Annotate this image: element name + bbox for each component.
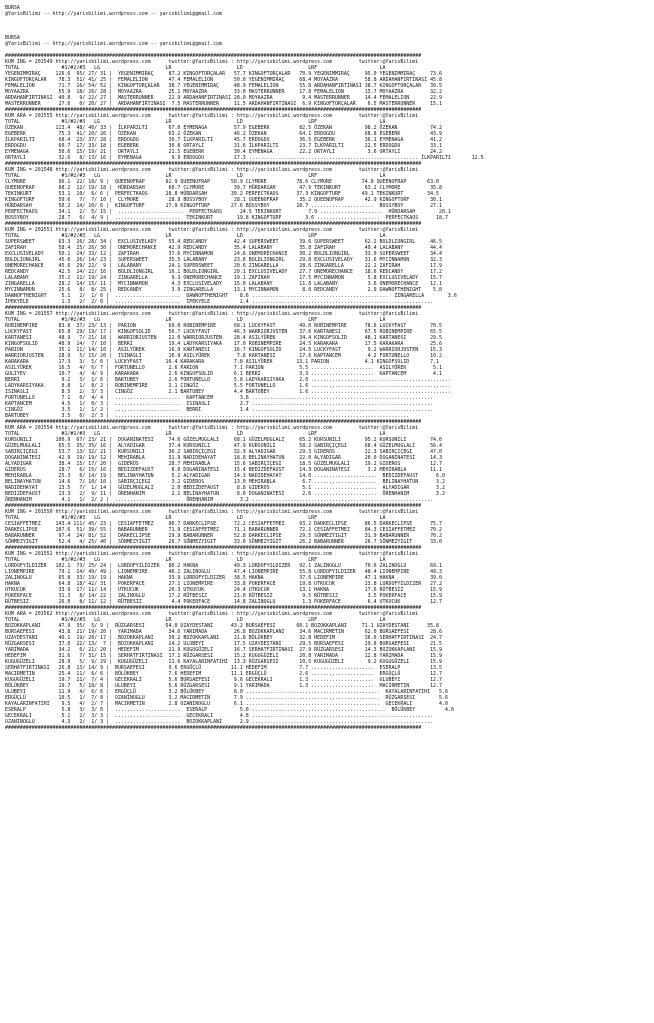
horse-row: ZINGARELLA 28.2 14/ 15/ 11 | MYCINNAMON 4.3 EXCLUSIVELADY 15.0 LALABANY 11.8 LALABANY 3.6 ONEMORECHANCE 12.1 xyxy=(5,281,442,287)
horse-row: RÜZGARSESI 37.0 22/ 13/ 7 | BOZOKKAPLANI 24.2 ULUBEYI 17.5 UZAYDESTANI 29.5 BURSAEFESI 29.8 BURSAEFESI 21.5 xyxy=(5,641,442,647)
column-header-line: TOTAL #1/#2/#3 LG LR LD LRF LA xyxy=(5,233,386,239)
race-title-line: KUM ING = 201549 http://yarisbilimi.wordpress.com twitter:@YarisBilimi : http://yarisbilimi.wordpress.com twitter:@YarisBilimi xyxy=(5,59,419,65)
horse-row: BURSAEFESI 43.8 21/ 19/ 20 | YARIMADA 34.6 YARIMADA 26.8 BOZOKKAPLANI 34.6 MACIRMETIN 62.0 BURSAEFESI 28.6 xyxy=(5,629,442,635)
horse-row: LORDOFYILDIZER 102.1 73/ 25/ 24 | LORDOFYILDIZER 80.2 HAKNA 49.3 LORDOFYILDIZER 92.1 ZALINOGLU 70.6 ZALINOGLU 69.1 xyxy=(5,563,442,569)
column-header-line: TOTAL #1/#2/#3 LG LR LD LRF LA xyxy=(5,65,386,71)
horse-row: SERHATFIRTINASI 26.8 13/ 14/ 9 | BURSAEFESI 9.6 ERGÜÇLÜ 11.1 HEDEFIM 7.7 ..................... ESERALP 13.5 xyxy=(5,665,442,671)
race-title-line: KUM ING = 201557 http://yarisbilimi.wordpress.com twitter:@YarisBilimi : http://yarisbilimi.wordpress.com twitter:@YarisBilimi xyxy=(5,311,419,317)
race-title-line: KUM ARA = 201562 http://yarisbilimi.wordpress.com twitter:@YarisBilimi : http://yarisbilimi.wordpress.com twitter:@YarisBilimi xyxy=(5,611,419,617)
horse-row: CINGÖZ 3.5 1/ 1/ 2 | ...................... BERRI 1.4 ............................................................. xyxy=(5,407,434,413)
horse-row: ZALINOGLU 65.8 33/ 19/ 19 | HAKNA 33.9 LORDOFYILDIZER 38.5 HAKNA 37.6 LIONEMPIRE 47.1 HAKNA 39.0 xyxy=(5,575,442,581)
horse-row: EYMENAGA 50.6 15/ 19/ 21 | ORTAYLI 21.5 EGEBERK 30.4 EYMENAGA 22.2 ORTAYLI 3.6 ORTAYLI 24.2 xyxy=(5,149,442,155)
horse-row: MASTERRUNNER 27.6 0/ 20/ 27 | ARDAHANFIRTINASI 7.5 MASTERRUNNER 11.5 ARDAHANFIRTINASI 6.9 KINGOFTORÇALAR 6.5 MASTERRUNNER 15.1 xyxy=(5,101,442,107)
horse-row: BOZOKKAPLANI 47.9 35/ 5/ 9 | RÜZGARSESI 54.0 UZAYDESTANI 43.2 BURSAEFESI 60.1 BOZOKKAPLANI 71.1 UZAYDESTANI 35.8 xyxy=(5,623,440,629)
header-line: @YarisBilimi -- http://yarisbilimi.wordpress.com -- yarisbilimi@gmail.com xyxy=(5,11,223,17)
horse-row: CESIAFFETMEZ 143.4 111/ 45/ 23 | CESIAFFETMEZ 90.7 DARKECLIPSE 72.2 CESIAFFETMEZ 93.2 DARKECLIPSE 86.5 DARKECLIPSE 75.7 xyxy=(5,521,442,527)
section-separator: ############################################################################################################################################ xyxy=(5,419,422,425)
horse-row: ISINASLI 8.5 2/ 3/ 3 | CINGÖZ 2.1 BARTUBEY 4.4 BARTUBEY 1.6 ............................................... xyxy=(5,389,451,395)
horse-row: KINGOFTORÇALAR 78.3 51/ 41/ 25 | FEMALELION 47.4 FEMALELION 50.0 YEGENIMMIRAÇ 68.4 MOYAAZRA 58.8 ARDAHANFIRTINASI 45.8 xyxy=(5,77,442,83)
header-line: @YarisBilimi -- http://yarisbilimi.wordpress.com -- yarisbilimi@gmail.com xyxy=(5,41,223,47)
horse-row: SUPERSWEET 63.3 26/ 28/ 34 | EXCLUSIVELADY 55.4 REDCANDY 42.4 SUPERSWEET 39.6 SUPERSWEET 62.2 BOLDLIONGIRL 46.5 xyxy=(5,239,442,245)
section-separator: ############################################################################################################################################ xyxy=(5,725,422,731)
horse-row: MEHIRABLA 25.3 6/ 14/ 19 | BELINAYHATUN 5.2 ALYADIGAR 14.3 NADIDEHAYAT 14.0 ..................... BEDIZDEFAUST 6.0 xyxy=(5,473,445,479)
column-header-line: TOTAL #1/#2/#3 LG LR LD LRF LA xyxy=(5,515,386,521)
horse-row: KINGOFTURF 50.6 7/ 7/ 10 | CLYMORE 28.9 BOSSYBOY 28.1 QUEENOFRAP 35.2 QUEENOFRAP 42.9 KINGOFTURF 30.1 xyxy=(5,197,442,203)
horse-row: HÜRDARSAH 50.2 14/ 10/ 6 | KINGOFTURF 17.9 KINGOFTURF 27.6 BOSSYBOY 18.7 ..................... BOSSYBOY 27.1 xyxy=(5,203,442,209)
horse-row: EGEBERK 75.3 41/ 20/ 26 | ÖZEKAN 63.2 ÖZEKAN 46.2 ÖZEKAN 64.1 ERDOGDU 68.8 EGEBERK 43.9 xyxy=(5,131,442,137)
horse-row: BOLDLIONGIRL 45.6 26/ 14/ 23 | SUPERSWEET 35.5 LALABANY 23.8 BOLDLIONGIRL 29.8 EXCLUSIVELADY 31.6 MYCINNAMON 32.3 xyxy=(5,257,442,263)
horse-row: BEDIZDEFAUST 13.3 2/ 9/ 11 | ÖRENHANIM 2.1 BELINAYHATUN 8.0 DOGANINATESI 2.6 ..................... ÖRENHANIM 3.2 xyxy=(5,491,445,497)
horse-row: WARRIORJUSTEN 28.9 5/ 15/ 20 | ISINASLI 16.9 ASILYÜREK 7.8 KARTANESI 17.6 KAPTANCEM 4.2 FORTUNELLO 10.2 xyxy=(5,353,442,359)
horse-row: UZAYDESTANI 40.1 19/ 20/ 17 | BOZOKKAPLANI 30.2 BOZOKKAPLANI 21.8 BÖLÜKBEY 32.8 HEDEFIM 36.6 SERHATFIRTINASI 24.7 xyxy=(5,635,442,641)
race-title-line: KUM ING = 201548 http://yarisbilimi.wordpress.com twitter:@YarisBilimi : http://yarisbilimi.wordpress.com twitter:@YarisBilimi xyxy=(5,167,419,173)
column-header-line: TOTAL #1/#2/#3 LG LR LD LRF LA xyxy=(5,119,386,125)
horse-row: ORTAYLI 32.6 8/ 13/ 16 | EYMENAGA 9.9 ERDOGDU 17.3 ......................................................... İLKPARILTI 12.5 xyxy=(5,155,484,161)
horse-row: RÜTBESIZ 26.0 8/ 11/ 12 | RÜTBESIZ 4.4 POKERFACE 14.8 ZALINOGLU 1.3 POKERFACE 6.4 UTKUCUK 12.7 xyxy=(5,599,442,605)
horse-row: BARTUBEY 3.5 0/ 2/ 3 | ................................................................................................... xyxy=(5,413,410,419)
horse-row: LIONEMPIRE 79.1 14/ 49/ 49 | LIONEMPIRE 46.1 ZALINOGLU 47.4 LIONEMPIRE 55.8 LORDOFYILDIZER 48.4 LIONEMPIRE 49.3 xyxy=(5,569,442,575)
horse-row: LADYKARSIYAKA 8.8 1/ 8/ 2 | ROBINEMPIRE 2.1 CINGÖZ 5.5 FORTUNELLO 1.6 ............................................... xyxy=(5,383,451,389)
horse-row: KAYALARINFATIHI 9.5 4/ 2/ 7 | MACIRMETIN 2.8 OZANINOGLU 6.1 ............................................. GECEKRALI 4.0 xyxy=(5,701,448,707)
horse-row: ROBINEMPIRE 83.8 37/ 23/ 13 | PARION 69.0 ROBINEMPIRE 68.1 LUCKYFAST 49.0 ROBINEMPIRE 78.6 LUCKYFAST 70.5 xyxy=(5,323,442,329)
horse-row: BERRI 9.2 3/ 1/ 6 | BARTUBEY 2.6 FORTUNELLO 5.8 LADYKARSIYAKA 2.0 ............................................... xyxy=(5,377,451,383)
horse-row: ASILYÜREK 16.5 4/ 6/ 7 | FORTUNELLO 2.6 PARION 7.1 PARION 5.5 ..................... ASILYÜREK 5.1 xyxy=(5,365,442,371)
horse-row: PARION 35.1 11/ 14/ 10 | ASILYÜREK 16.9 KARTANESI 16.7 KINGOFSOLID 24.5 LUCKYFAST 9.2 WARRIORJUSTEN 15.3 xyxy=(5,347,442,353)
horse-row: NADIDEHAYAT 13.5 7/ 1/ 14 | GÜZELMUGLALI 2.0 BEDIZDEFAUST 8.8 GIDEROS 5.1 ..................... ALYADIGAR 3.2 xyxy=(5,485,445,491)
horse-row: KARTANESI 48.9 7/ 21/ 18 | WARRIORJUSTEN 22.0 WARRIORJUSTEN 28.4 ASILYÜREK 34.4 KINGOFSOLID 48.1 KARTANESI 29.5 xyxy=(5,335,442,341)
horse-row: LALABANY 35.2 12/ 19/ 24 | ZINGARELLA 9.3 ONEMORECHANCE 19.1 ZAFIRAH 17.5 MYCINNAMON 5.8 EXCLUSIVELADY 15.7 xyxy=(5,275,442,281)
horse-row: DAWNOFTHENIGHT 5.1 2/ 1/ 6 | ...................... DAWNOFTHENIGHT 8.6 .............................................. ZINGARELLA 3.6 xyxy=(5,293,457,299)
horse-row: GIDEROS 28.7 6/ 15/ 16 | BEDIZDEFAUST 8.0 DOGANINATESI 15.4 BEDIZDEFAUST 14.3 DOGANINATESI 3.2 MEHIRABLA 11.1 xyxy=(5,467,442,473)
horse-row: POKERFACE 31.3 8/ 14/ 22 | ZALINOGLU 17.2 RÜTBESIZ 21.0 RÜTBESIZ 9.5 RÜTBESIZ 3.5 POKERFACE 15.9 xyxy=(5,593,442,599)
horse-row: YEGENIMMIRAÇ 126.6 95/ 27/ 31 | YEGENIMMIRAÇ 87.2 KINGOFTORÇALAR 57.7 KINGOFTORÇALAR 70.9 YEGENIMMIRAÇ 95.0 YEGENIMMIRAÇ 73.6 xyxy=(5,71,442,77)
race-title-line: KUM ING = 201551 http://yarisbilimi.wordpress.com twitter:@YarisBilimi : http://yarisbilimi.wordpress.com twitter:@YarisBilimi xyxy=(5,227,419,233)
horse-row: DARKECLIPSE 107.6 51/ 39/ 55 | BABARUNNER 71.9 CESIAFFETMEZ 71.1 BABARUNNER 72.1 CESIAFFETMEZ 84.3 CESIAFFETMEZ 70.2 xyxy=(5,527,442,533)
race-title-line: KUM ARA = 201554 http://yarisbilimi.wordpress.com twitter:@YarisBilimi : http://yarisbilimi.wordpress.com twitter:@YarisBilimi xyxy=(5,425,419,431)
horse-row: FEMALELION 71.7 16/ 54/ 52 | KINGOFTORÇALAR 38.7 YEGENIMMIRAÇ 48.9 FEMALELION 55.8 ARDAHANFIRTINASI 38.7 KINGOFTORÇALAR 39.5 xyxy=(5,83,442,89)
horse-row: ERDOGDU 60.7 17/ 33/ 18 | EGEBERK 30.8 ORTAYLI 31.6 İLKPARILTI 23.7 İLKPARILTI 22.5 ERDOGDU 33.1 xyxy=(5,143,442,149)
section-separator: ############################################################################################################################################ xyxy=(5,161,422,167)
horse-row: HAKNA 64.8 18/ 42/ 31 | POKERFACE 27.1 LIONEMPIRE 33.8 POKERFACE 19.8 UTKUCUK 23.8 LORDOFYILDIZER 27.2 xyxy=(5,581,442,587)
horse-row: PERFECTKAOS 34.1 2/ 5/ 15 | ...................... PERFECTKAOS 24.5 TEKINKURT 7.9 ..................... HÜRDARSAH 20.1 xyxy=(5,209,451,215)
horse-row: BABARUNNER 97.4 24/ 81/ 52 | DARKECLIPSE 29.9 BABARUNNER 52.8 DARKECLIPSE 29.5 SÖNMEZYIGIT 31.9 BABARUNNER 70.2 xyxy=(5,533,442,539)
horse-row: MACIRMETIN 25.4 11/ 6/ 6 | BÖLÜKBEY 7.6 HEDEFIM 11.1 ERGÜÇLÜ 2.6 ..................... ERGÜÇLÜ 12.7 xyxy=(5,671,442,677)
race-title-line: KUM ING = 201552 http://yarisbilimi.wordpress.com twitter:@YarisBilimi : http://yarisbilimi.wordpress.com twitter:@YarisBilimi xyxy=(5,551,419,557)
horse-row: UTKUCUK 33.9 17/ 11/ 14 | UTKUCUK 20.3 UTKUCUK 24.4 UTKUCUK 13.1 HAKNA 17.6 RÜTBESIZ 15.9 xyxy=(5,587,442,593)
horse-row: BELINAYHATUN 14.6 7/ 10/ 10 | SABIRÇIÇEGI 3.2 GIDEROS 13.0 MEHIRABLA 6.7 ..................... BELINAYHATUN 3.2 xyxy=(5,479,445,485)
horse-row: YARIMADA 34.2 6/ 21/ 20 | HEDEFIM 21.9 KUGUGÜZELI 16.7 SERHATFIRTINASI 27.9 RÜZGARSESI 14.3 BOZOKKAPLANI 15.9 xyxy=(5,647,442,653)
horse-row: ÖRENHANIM 4.1 1/ 2/ 2 | ...................... ÖRENHANIM 3.2 ............................................................. xyxy=(5,497,434,503)
horse-row: İLKPARILTI 68.4 23/ 37/ 28 | ERDOGDU 36.7 İLKPARILTI 45.7 ERDOGDU 36.5 EGEBERK 36.1 EYMENAGA 41.2 xyxy=(5,137,442,143)
horse-row: KUGUGÜZELI 28.0 5/ 9/ 29 | KUGUGÜZELI 11.6 KAYALARINFATIHI 13.3 RÜZGARSESI 10.5 KUGUGÜZELI 9.2 KUGUGÜZELI 15.9 xyxy=(5,659,442,665)
column-header-line: TOTAL #1/#2/#3 LG LR LD LRF LA xyxy=(5,173,386,179)
horse-row: BOSSYBOY 28.7 6/ 4/ 9 | ...................... TEKINKURT 19.8 KINGOFTURF 3.6 ..................... PERFECTKAOS 18.7 xyxy=(5,215,448,221)
section-separator: ############################################################################################################################################ xyxy=(5,503,422,509)
horse-row: EXCLUSIVELADY 50.1 24/ 33/ 12 | ZAFIRAH 37.6 MYCINNAMON 24.6 ONEMORECHANCE 30.2 BOLDLIONGIRL 33.0 SUPERSWEET 34.4 xyxy=(5,251,442,257)
horse-row: KURSUNILI 100.9 67/ 23/ 21 | DOGANINATESI 74.6 GÜZELMUGLALI 68.1 GÜZELMUGLALI 65.2 KURSUNILI 95.2 KURSUNILI 74.0 xyxy=(5,437,442,443)
horse-row: REDCANDY 42.5 24/ 22/ 16 | BOLDLIONGIRL 16.1 BOLDLIONGIRL 20.1 EXCLUSIVELADY 27.7 ONEMORECHANCE 18.6 REDCANDY 17.2 xyxy=(5,269,442,275)
horse-row: ÖZEKAN 113.4 48/ 40/ 33 | İLKPARILTI 67.0 EYMENAGA 57.9 EGEBERK 82.5 ÖZEKAN 98.2 ÖZEKAN 74.2 xyxy=(5,125,442,131)
column-header-line: TOTAL #1/#2/#3 LG LR LD LRF LA xyxy=(5,617,386,623)
horse-row: KAPTANCEM 4.5 1/ 0/ 3 | ...................... ISINASLI 2.7 ............................................................. xyxy=(5,401,434,407)
horse-row: QUEENOFRAP 88.2 12/ 19/ 18 | HÜRDARSAH 60.7 CLYMORE 39.7 HÜRDARSAH 47.9 TEKINKURT 63.2 CLYMORE 35.8 xyxy=(5,185,442,191)
race-title-line: KUM ARA = 201555 http://yarisbilimi.wordpress.com twitter:@YarisBilimi : http://yarisbilimi.wordpress.com twitter:@YarisBilimi xyxy=(5,113,419,119)
horse-row: GECEKRALI 5.1 2/ 3/ 3 | ...................... GECEKRALI 4.8 ............................................................. xyxy=(5,713,434,719)
horse-row: SÖNMEZYIGIT 52.4 4/ 25/ 40 | SÖNMEZYIGIT 26.7 SÖNMEZYIGIT 33.0 SÖNMEZYIGIT 26.2 BABARUNNER 26.7 SÖNMEZYIGIT 33.0 xyxy=(5,539,442,545)
horse-row: HEDEFIM 31.6 7/ 31/ 15 | SERHATFIRTINASI 17.1 RÜZGARSESI 15.2 KUGUGÜZELI 20.8 YARIMADA 12.8 YARIMADA 15.9 xyxy=(5,653,442,659)
horse-row: LUCKYFAST 65.8 29/ 19/ 17 | KINGOFSOLID 56.7 LUCKYFAST 46.3 WARRIORJUSTEN 37.6 KARTANESI 67.5 ROBINEMPIRE 65.5 xyxy=(5,329,442,335)
horse-row: GÜZELMUGLALI 65.5 35/ 35/ 16 | ALYADIGAR 37.4 KURSUNILI 47.9 KURSUNILI 58.2 SABIRÇIÇEGI 68.4 GÜZELMUGLALI 56.4 xyxy=(5,443,442,449)
column-header-line: TOTAL #1/#2/#3 LG LR LD LRF LA xyxy=(5,431,386,437)
horse-row: CLYMORE 96.1 22/ 18/ 9 | QUEENOFRAP 92.9 QUEENOFRAP 50.9 CLYMORE 78.6 CLYMORE 74.0 QUEENOFRAP 63.0 xyxy=(5,179,440,185)
horse-row: GULIYEV 10.7 4/ 4/ 9 | KARAKARA 2.6 KINGOFSOLID 6.1 BERRI 3.3 ..................... KAPTANCEM 4.1 xyxy=(5,371,442,377)
column-header-line: TOTAL #1/#2/#3 LG LR LD LRF LA xyxy=(5,557,386,563)
section-separator: ############################################################################################################################################ xyxy=(5,53,422,59)
column-header-line: TOTAL #1/#2/#3 LG LR LD LRF LA xyxy=(5,317,386,323)
horse-row: KARAKARA 17.3 3/ 5/ 6 | LUCKYFAST 16.4 KARAKARA 7.8 ASILYÜREK 13.1 PARION 4.1 KINGOFSOLID 7.1 xyxy=(5,359,440,365)
horse-row: KUGUGÜZELI 19.7 11/ 7/ 4 | GECEKRALI 5.6 BURSAEFESI 9.6 GECEKRALI 1.3 ..................... ULUBEYI 12.7 xyxy=(5,677,442,683)
horse-row: ARDAHANFIRTINASI 40.8 9/ 22/ 27 | MASTERRUNNER 22.9 ARDAHANFIRTINASI 28.0 MOYAAZRA 9.4 MASTERRUNNER 14.4 FEMALELION 22.9 xyxy=(5,95,442,101)
horse-row: ULUBEYI 11.9 4/ 6/ 6 | ERGÜÇLÜ 3.2 BÖLÜKBEY 8.0 ............................................. KAYALARINFATIHI 5.6 xyxy=(5,689,448,695)
section-separator: ############################################################################################################################################ xyxy=(5,221,422,227)
horse-row: DOGANINATESI 42.9 19/ 19/ 12 | MEHIRABLA 31.9 NADIDEHAYAT 18.8 BELINAYHATUN 22.0 ALYADIGAR 20.0 DOGANINATESI 14.3 xyxy=(5,455,442,461)
horse-row: ZAFIRAH 58.4 25/ 26/ 30 | ONEMORECHANCE 42.9 REDCANDY 35.4 LALABANY 35.8 ZAFIRAH 49.4 LALABANY 44.4 xyxy=(5,245,442,251)
horse-row: ONEMORECHANCE 45.6 29/ 22/ 9 | LALABANY 24.1 SUPERSWEET 20.6 ZINGARELLA 28.6 ZINGARELLA 22.2 ZAFIRAH 17.9 xyxy=(5,263,442,269)
section-separator: ############################################################################################################################################ xyxy=(5,305,422,311)
horse-row: ALYADIGAR 38.4 15/ 17/ 20 | GIDEROS 28.7 MEHIRABLA 15.6 SABIRÇIÇEGI 18.5 GÜZELMUGLALI 19.2 GIDEROS 12.7 xyxy=(5,461,442,467)
header-line: BURSA xyxy=(5,35,20,41)
horse-row: OZANINOGLU 4.3 2/ 1/ 3 | ...................... BOZOKKAPLANI 2.9 ............................................................. xyxy=(5,719,434,725)
horse-row: MOYAAZRA 55.9 18/ 26/ 28 | MOYAAZRA 25.1 MOYAAZRA 33.0 MASTERRUNNER 17.8 FEMALELION 15.7 MOYAAZRA 32.2 xyxy=(5,89,442,95)
horse-row: BÖLÜKBEY 19.7 5/ 18/ 8 | ULUBEYI 5.6 RÜZGARSESI 9.1 YARIMADA 1.3 ..................... MACIRMETIN 12.7 xyxy=(5,683,442,689)
section-separator: ############################################################################################################################################ xyxy=(5,545,422,551)
horse-row: MYCINNAMON 25.6 8/ 8/ 25 | REDCANDY 3.9 ZINGARELLA 13.1 MYCINNAMON 8.0 REDCANDY 2.9 DAWNOFTHENIGHT 5.0 xyxy=(5,287,442,293)
horse-row: KINGOFSOLID 48.9 24/ 7/ 10 | BERRI 19.4 LADYKARSIYAKA 17.0 ROBINEMPIRE 24.5 KARAKARA 17.5 KARAKARA 25.6 xyxy=(5,341,442,347)
race-title-line: KUM ING = 201550 http://yarisbilimi.wordpress.com twitter:@YarisBilimi : http://yarisbilimi.wordpress.com twitter:@YarisBilimi xyxy=(5,509,419,515)
horse-row: TEKINKURT 53.1 10/ 6/ 6 | PERFECTKAOS 28.8 HÜRDARSAH 39.2 PERFECTKAOS 37.3 KINGOFTURF 49.1 TEKINKURT 34.5 xyxy=(5,191,440,197)
horse-row: İPEKYELE 1.3 2/ 2/ 0 | ...................... İPEKYELE 2.4 ............................................................. xyxy=(5,299,434,305)
header-line: BURSA xyxy=(5,5,20,11)
section-separator: ############################################################################################################################################ xyxy=(5,107,422,113)
section-separator: ############################################################################################################################################ xyxy=(5,605,422,611)
horse-row: ESERALP 5.8 3/ 3/ 0 | ...................... ESERALP 5.0 ............................................. BÖLÜKBEY 4.0 xyxy=(5,707,454,713)
horse-row: FORTUNELLO 7.1 0/ 4/ 4 | ...................... KAPTANCEM 3.8 ............................................................. xyxy=(5,395,434,401)
horse-row: ERGÜÇLÜ 10.5 1/ 7/ 8 | OZANINOGLU 3.2 MACIRMETIN 7.9 ............................................. RÜZGARSESI 5.6 xyxy=(5,695,448,701)
horse-row: SABIRÇIÇEGI 53.7 13/ 32/ 21 | KURSUNILI 36.2 SABIRÇIÇEGI 32.9 ALYADIGAR 29.3 GIDEROS 22.3 SABIRÇIÇEGI 47.0 xyxy=(5,449,442,455)
